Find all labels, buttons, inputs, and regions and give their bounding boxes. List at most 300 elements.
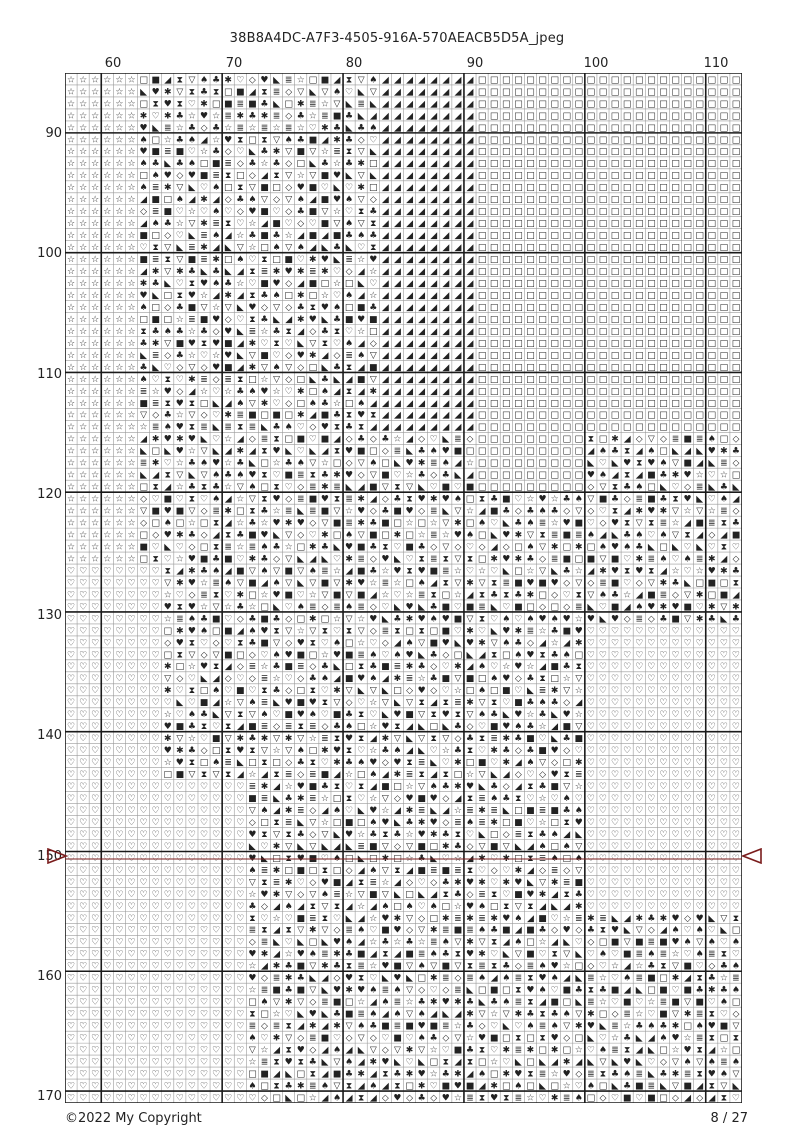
stitch-symbol: ♡ [696,902,704,912]
stitch-symbol: □ [284,291,293,301]
stitch-symbol: ⧗ [310,471,316,481]
stitch-symbol: ♠ [176,195,184,205]
stitch-symbol: ♡ [684,902,692,912]
stitch-symbol: ♣ [273,423,281,433]
stitch-symbol: ▽ [600,554,607,564]
stitch-symbol: ♣ [720,483,728,493]
stitch-symbol: ☆ [79,207,87,217]
stitch-symbol: ⧗ [358,423,364,433]
stitch-symbol: ♣ [152,279,160,289]
stitch-symbol: ♡ [212,938,220,948]
stitch-symbol: ◢ [467,387,474,397]
stitch-symbol: ☆ [115,495,123,505]
stitch-symbol: ♣ [260,291,268,301]
stitch-symbol: ♡ [623,698,631,708]
stitch-symbol: ♡ [152,710,160,720]
stitch-symbol: ▽ [164,578,171,588]
stitch-symbol: □ [550,243,559,253]
stitch-symbol: ☆ [684,1034,692,1044]
stitch-symbol: ✱ [333,135,341,145]
stitch-symbol: ♠ [490,674,498,684]
stitch-symbol: □ [417,974,426,984]
stitch-symbol: ☆ [115,99,123,109]
stitch-symbol: ♣ [248,519,256,529]
stitch-symbol: ♡ [224,818,232,828]
stitch-symbol: ♡ [708,686,716,696]
stitch-symbol: ♣ [514,734,522,744]
stitch-symbol: ■ [454,447,463,457]
stitch-symbol: ♡ [430,986,438,996]
stitch-symbol: ☆ [91,135,99,145]
stitch-symbol: ■ [321,171,330,181]
stitch-symbol: □ [369,327,378,337]
stitch-symbol: ◇ [551,590,558,600]
stitch-symbol: ◇ [515,507,522,517]
stitch-symbol: ◣ [454,638,461,648]
stitch-symbol: ♡ [91,746,99,756]
stitch-symbol: ◇ [563,507,570,517]
stitch-symbol: ◇ [297,483,304,493]
stitch-symbol: ☆ [127,387,135,397]
stitch-symbol: ♡ [152,662,160,672]
stitch-symbol: ◇ [297,531,304,541]
stitch-symbol: ▽ [563,1022,570,1032]
stitch-symbol: ☆ [720,471,728,481]
stitch-symbol: ≣ [720,459,728,469]
stitch-symbol: ☆ [79,315,87,325]
stitch-symbol: ☆ [67,459,75,469]
stitch-symbol: □ [538,435,547,445]
stitch-symbol: ■ [369,363,378,373]
stitch-symbol: □ [139,171,148,181]
stitch-symbol: ♡ [430,483,438,493]
stitch-symbol: ☆ [321,650,329,660]
stitch-symbol: □ [611,387,620,397]
stitch-symbol: □ [502,135,511,145]
stitch-symbol: ≣ [321,111,329,121]
stitch-symbol: ◢ [430,135,437,145]
stitch-symbol: ♣ [285,962,293,972]
stitch-symbol: ♡ [623,794,631,804]
stitch-symbol: ◇ [563,578,570,588]
stitch-symbol: ♡ [587,746,595,756]
stitch-symbol: □ [502,471,511,481]
stitch-symbol: ♡ [212,1034,220,1044]
stitch-symbol: ◣ [430,758,437,768]
stitch-symbol: ■ [139,542,148,552]
stitch-symbol: ☆ [79,123,87,133]
stitch-symbol: ♡ [212,435,220,445]
stitch-symbol: ♡ [236,962,244,972]
stitch-symbol: □ [671,195,680,205]
stitch-symbol: ♡ [67,854,75,864]
stitch-symbol: □ [623,303,632,313]
stitch-symbol: ♡ [599,650,607,660]
stitch-symbol: □ [599,99,608,109]
stitch-symbol: ♡ [115,626,123,636]
stitch-symbol: ◢ [454,1010,461,1020]
stitch-symbol: ■ [442,1081,451,1091]
stitch-symbol: ♠ [248,483,256,493]
stitch-symbol: ☆ [575,566,583,576]
stitch-symbol: ◢ [442,363,449,373]
stitch-symbol: ♡ [236,1081,244,1091]
stitch-symbol: ✱ [321,123,329,133]
stitch-symbol: ☆ [635,1010,643,1020]
stitch-symbol: ✱ [575,902,583,912]
stitch-symbol: ♡ [176,542,184,552]
stitch-symbol: ♣ [260,507,268,517]
stitch-symbol: □ [683,399,692,409]
stitch-symbol: ◣ [297,339,304,349]
stitch-symbol: ≣ [478,890,486,900]
stitch-symbol: □ [732,243,741,253]
stitch-symbol: ≣ [575,531,583,541]
stitch-symbol: ◣ [152,123,159,133]
stitch-symbol: ◣ [201,267,208,277]
stitch-symbol: ♥ [345,471,353,481]
stitch-symbol: ♡ [273,399,281,409]
stitch-symbol: ⧗ [322,339,328,349]
stitch-symbol: □ [478,111,487,121]
stitch-symbol: □ [550,602,559,612]
stitch-symbol: ♡ [91,854,99,864]
stitch-symbol: ☆ [79,471,87,481]
stitch-symbol: ◢ [358,339,365,349]
stitch-symbol: ◣ [406,734,413,744]
stitch-symbol: □ [623,387,632,397]
stitch-symbol: ☆ [478,566,486,576]
stitch-symbol: ◢ [539,902,546,912]
stitch-symbol: ⧗ [600,1069,606,1079]
stitch-symbol: ▽ [382,794,389,804]
stitch-symbol: ⧗ [261,830,267,840]
stitch-symbol: □ [526,375,535,385]
stitch-symbol: ▽ [454,507,461,517]
stitch-symbol: ◇ [225,315,232,325]
stitch-symbol: ☆ [103,291,111,301]
stitch-symbol: □ [575,207,584,217]
stitch-symbol: □ [708,423,717,433]
stitch-symbol: ◣ [297,578,304,588]
stitch-symbol: ◣ [600,614,607,624]
stitch-symbol: ◢ [346,878,353,888]
stitch-symbol: ☆ [188,447,196,457]
stitch-symbol: ♥ [345,447,353,457]
stitch-symbol: □ [659,87,668,97]
stitch-symbol: ◇ [648,926,655,936]
stitch-symbol: ⧗ [527,998,533,1008]
stitch-symbol: ◇ [624,495,631,505]
stitch-symbol: ♡ [623,746,631,756]
stitch-symbol: ♡ [188,1057,196,1067]
stitch-symbol: ♡ [212,914,220,924]
stitch-symbol: ⧗ [237,710,243,720]
stitch-symbol: ♡ [708,758,716,768]
stitch-symbol: ☆ [611,1034,619,1044]
stitch-symbol: ♡ [236,806,244,816]
stitch-symbol: ▽ [188,219,195,229]
stitch-symbol: □ [538,399,547,409]
stitch-symbol: ◢ [370,1093,377,1103]
stitch-symbol: ✱ [575,1022,583,1032]
stitch-symbol: □ [575,291,584,301]
stitch-symbol: ♡ [526,818,534,828]
stitch-symbol: ♥ [671,602,679,612]
stitch-symbol: □ [236,507,245,517]
stitch-symbol: □ [550,303,559,313]
stitch-symbol: □ [635,243,644,253]
stitch-symbol: ◢ [539,998,546,1008]
stitch-symbol: ♡ [164,806,172,816]
stitch-symbol: ♡ [333,554,341,564]
stitch-symbol: ♡ [115,698,123,708]
stitch-symbol: ♠ [563,842,571,852]
stitch-symbol: ♡ [127,1057,135,1067]
stitch-symbol: ◢ [551,722,558,732]
stitch-symbol: ♡ [103,986,111,996]
stitch-symbol: □ [599,111,608,121]
stitch-symbol: ■ [260,1069,269,1079]
stitch-symbol: ■ [200,171,209,181]
stitch-symbol: ♡ [224,1046,232,1056]
stitch-symbol: ♣ [248,614,256,624]
stitch-symbol: ▽ [648,435,655,445]
stitch-symbol: ♠ [430,447,438,457]
stitch-symbol: ♥ [418,566,426,576]
stitch-symbol: ♣ [273,686,281,696]
stitch-symbol: ♣ [176,303,184,313]
stitch-symbol: ≣ [430,554,438,564]
stitch-symbol: ◢ [382,674,389,684]
stitch-symbol: ♠ [200,626,208,636]
stitch-symbol: □ [490,231,499,241]
stitch-symbol: ♡ [671,902,679,912]
stitch-symbol: ◇ [285,159,292,169]
stitch-symbol: ♡ [224,794,232,804]
stitch-symbol: ♡ [587,902,595,912]
stitch-symbol: ♡ [140,674,148,684]
stitch-symbol: ♠ [260,710,268,720]
stitch-symbol: ◢ [467,339,474,349]
stitch-symbol: ♣ [333,411,341,421]
stitch-symbol: ◢ [406,111,413,121]
stitch-symbol: ♡ [587,662,595,672]
stitch-symbol: ◣ [273,75,280,85]
stitch-symbol: ◢ [515,926,522,936]
stitch-symbol: ◢ [382,267,389,277]
stitch-symbol: ☆ [671,519,679,529]
stitch-symbol: ♡ [79,686,87,696]
stitch-symbol: ☆ [127,519,135,529]
stitch-symbol: ☆ [67,519,75,529]
stitch-symbol: □ [538,590,547,600]
stitch-symbol: ♡ [684,830,692,840]
stitch-symbol: ♡ [127,938,135,948]
stitch-symbol: ♥ [236,746,244,756]
stitch-symbol: ◢ [176,566,183,576]
stitch-symbol: □ [478,75,487,85]
stitch-symbol: ♠ [297,459,305,469]
stitch-symbol: ♡ [236,554,244,564]
stitch-symbol: ◢ [467,411,474,421]
stitch-symbol: ♡ [671,782,679,792]
stitch-symbol: □ [514,542,523,552]
stitch-symbol: ☆ [67,423,75,433]
stitch-symbol: ▽ [406,1010,413,1020]
stitch-symbol: ♡ [140,818,148,828]
stitch-symbol: □ [587,423,596,433]
stitch-symbol: ♣ [502,746,510,756]
stitch-symbol: ▽ [346,1022,353,1032]
stitch-symbol: ♡ [115,842,123,852]
stitch-symbol: ≣ [261,794,269,804]
stitch-symbol: ♡ [297,255,305,265]
stitch-symbol: ■ [720,1022,729,1032]
stitch-symbol: ♡ [176,950,184,960]
stitch-symbol: ♡ [140,806,148,816]
stitch-symbol: ▽ [309,147,316,157]
stitch-symbol: ◇ [309,662,316,672]
stitch-symbol: ☆ [67,507,75,517]
stitch-symbol: ■ [369,315,378,325]
stitch-symbol: ≣ [720,1057,728,1067]
stitch-symbol: ◢ [382,87,389,97]
stitch-symbol: ⧗ [358,974,364,984]
stitch-symbol: ≣ [333,147,341,157]
stitch-symbol: ♡ [188,806,196,816]
stitch-symbol: ♠ [514,1081,522,1091]
stitch-symbol: ◣ [696,447,703,457]
stitch-symbol: ◢ [454,195,461,205]
stitch-symbol: ☆ [720,974,728,984]
stitch-symbol: □ [647,87,656,97]
stitch-symbol: ☆ [188,351,196,361]
stitch-symbol: ♡ [599,722,607,732]
stitch-symbol: ⧗ [443,698,449,708]
stitch-symbol: □ [575,267,584,277]
stitch-symbol: □ [538,207,547,217]
stitch-symbol: ▽ [382,483,389,493]
stitch-symbol: ■ [442,626,451,636]
stitch-symbol: ✱ [176,746,184,756]
stitch-symbol: ☆ [91,339,99,349]
stitch-symbol: □ [623,267,632,277]
stitch-symbol: ◢ [418,207,425,217]
stitch-symbol: ▽ [515,902,522,912]
stitch-symbol: ▽ [563,686,570,696]
stitch-symbol: □ [550,87,559,97]
stitch-symbol: ♡ [647,842,655,852]
stitch-symbol: ♡ [345,327,353,337]
stitch-symbol: ≣ [418,950,426,960]
stitch-symbol: □ [587,231,596,241]
stitch-symbol: □ [708,363,717,373]
stitch-symbol: ♡ [708,650,716,660]
stitch-symbol: ♠ [623,542,631,552]
stitch-symbol: ♡ [720,830,728,840]
stitch-symbol: ♥ [273,495,281,505]
stitch-symbol: ♡ [708,746,716,756]
stitch-symbol: ☆ [671,1046,679,1056]
stitch-symbol: □ [526,938,535,948]
stitch-symbol: ◢ [442,123,449,133]
stitch-symbol: ☆ [164,614,172,624]
stitch-symbol: ♣ [345,111,353,121]
stitch-symbol: ♡ [127,734,135,744]
stitch-symbol: ♡ [333,291,341,301]
stitch-symbol: ♡ [176,794,184,804]
stitch-symbol: □ [659,135,668,145]
stitch-symbol: ◢ [321,231,328,241]
stitch-symbol: ♣ [248,231,256,241]
stitch-symbol: ◣ [358,806,365,816]
stitch-symbol: ✱ [309,351,317,361]
stitch-symbol: ☆ [200,387,208,397]
stitch-symbol: ☆ [103,459,111,469]
stitch-symbol: ⧗ [249,507,255,517]
stitch-symbol: □ [611,243,620,253]
stitch-symbol: □ [526,339,535,349]
stitch-symbol: ♡ [91,734,99,744]
stitch-symbol: ◇ [285,399,292,409]
stitch-symbol: ♡ [91,926,99,936]
stitch-symbol: ☆ [696,566,704,576]
stitch-symbol: ☆ [406,782,414,792]
stitch-symbol: ♣ [502,962,510,972]
stitch-symbol: ◢ [297,902,304,912]
stitch-symbol: ▽ [321,207,328,217]
stitch-symbol: □ [562,998,571,1008]
stitch-symbol: ☆ [551,495,559,505]
stitch-symbol: ▽ [442,519,449,529]
stitch-symbol: ♡ [103,1081,111,1091]
stitch-symbol: ☆ [115,435,123,445]
stitch-symbol: ♡ [647,770,655,780]
stitch-symbol: ◇ [732,554,739,564]
stitch-symbol: □ [526,1057,535,1067]
stitch-symbol: □ [562,207,571,217]
stitch-symbol: ♡ [115,566,123,576]
stitch-symbol: ✱ [357,495,365,505]
stitch-symbol: ≣ [370,878,378,888]
stitch-symbol: □ [708,291,717,301]
stitch-symbol: □ [659,243,668,253]
stitch-symbol: ♡ [164,554,172,564]
stitch-symbol: □ [490,327,499,337]
stitch-symbol: □ [478,375,487,385]
stitch-symbol: □ [490,111,499,121]
stitch-symbol: ♡ [67,566,75,576]
stitch-symbol: ✱ [515,531,523,541]
stitch-symbol: ≣ [466,926,474,936]
stitch-symbol: □ [623,207,632,217]
stitch-symbol: ⧗ [721,519,727,529]
stitch-symbol: ◇ [225,147,232,157]
stitch-symbol: ☆ [369,938,377,948]
stitch-symbol: ◇ [563,602,570,612]
stitch-symbol: ♡ [164,794,172,804]
stitch-symbol: ♣ [224,471,232,481]
stitch-symbol: ✱ [357,183,365,193]
stitch-symbol: ▽ [273,638,280,648]
stitch-symbol: ✱ [394,674,402,684]
stitch-symbol: ≣ [345,255,353,265]
stitch-symbol: ♣ [297,135,305,145]
stitch-symbol: ♡ [720,794,728,804]
stitch-symbol: ⧗ [177,99,183,109]
stitch-symbol: ▽ [201,447,208,457]
